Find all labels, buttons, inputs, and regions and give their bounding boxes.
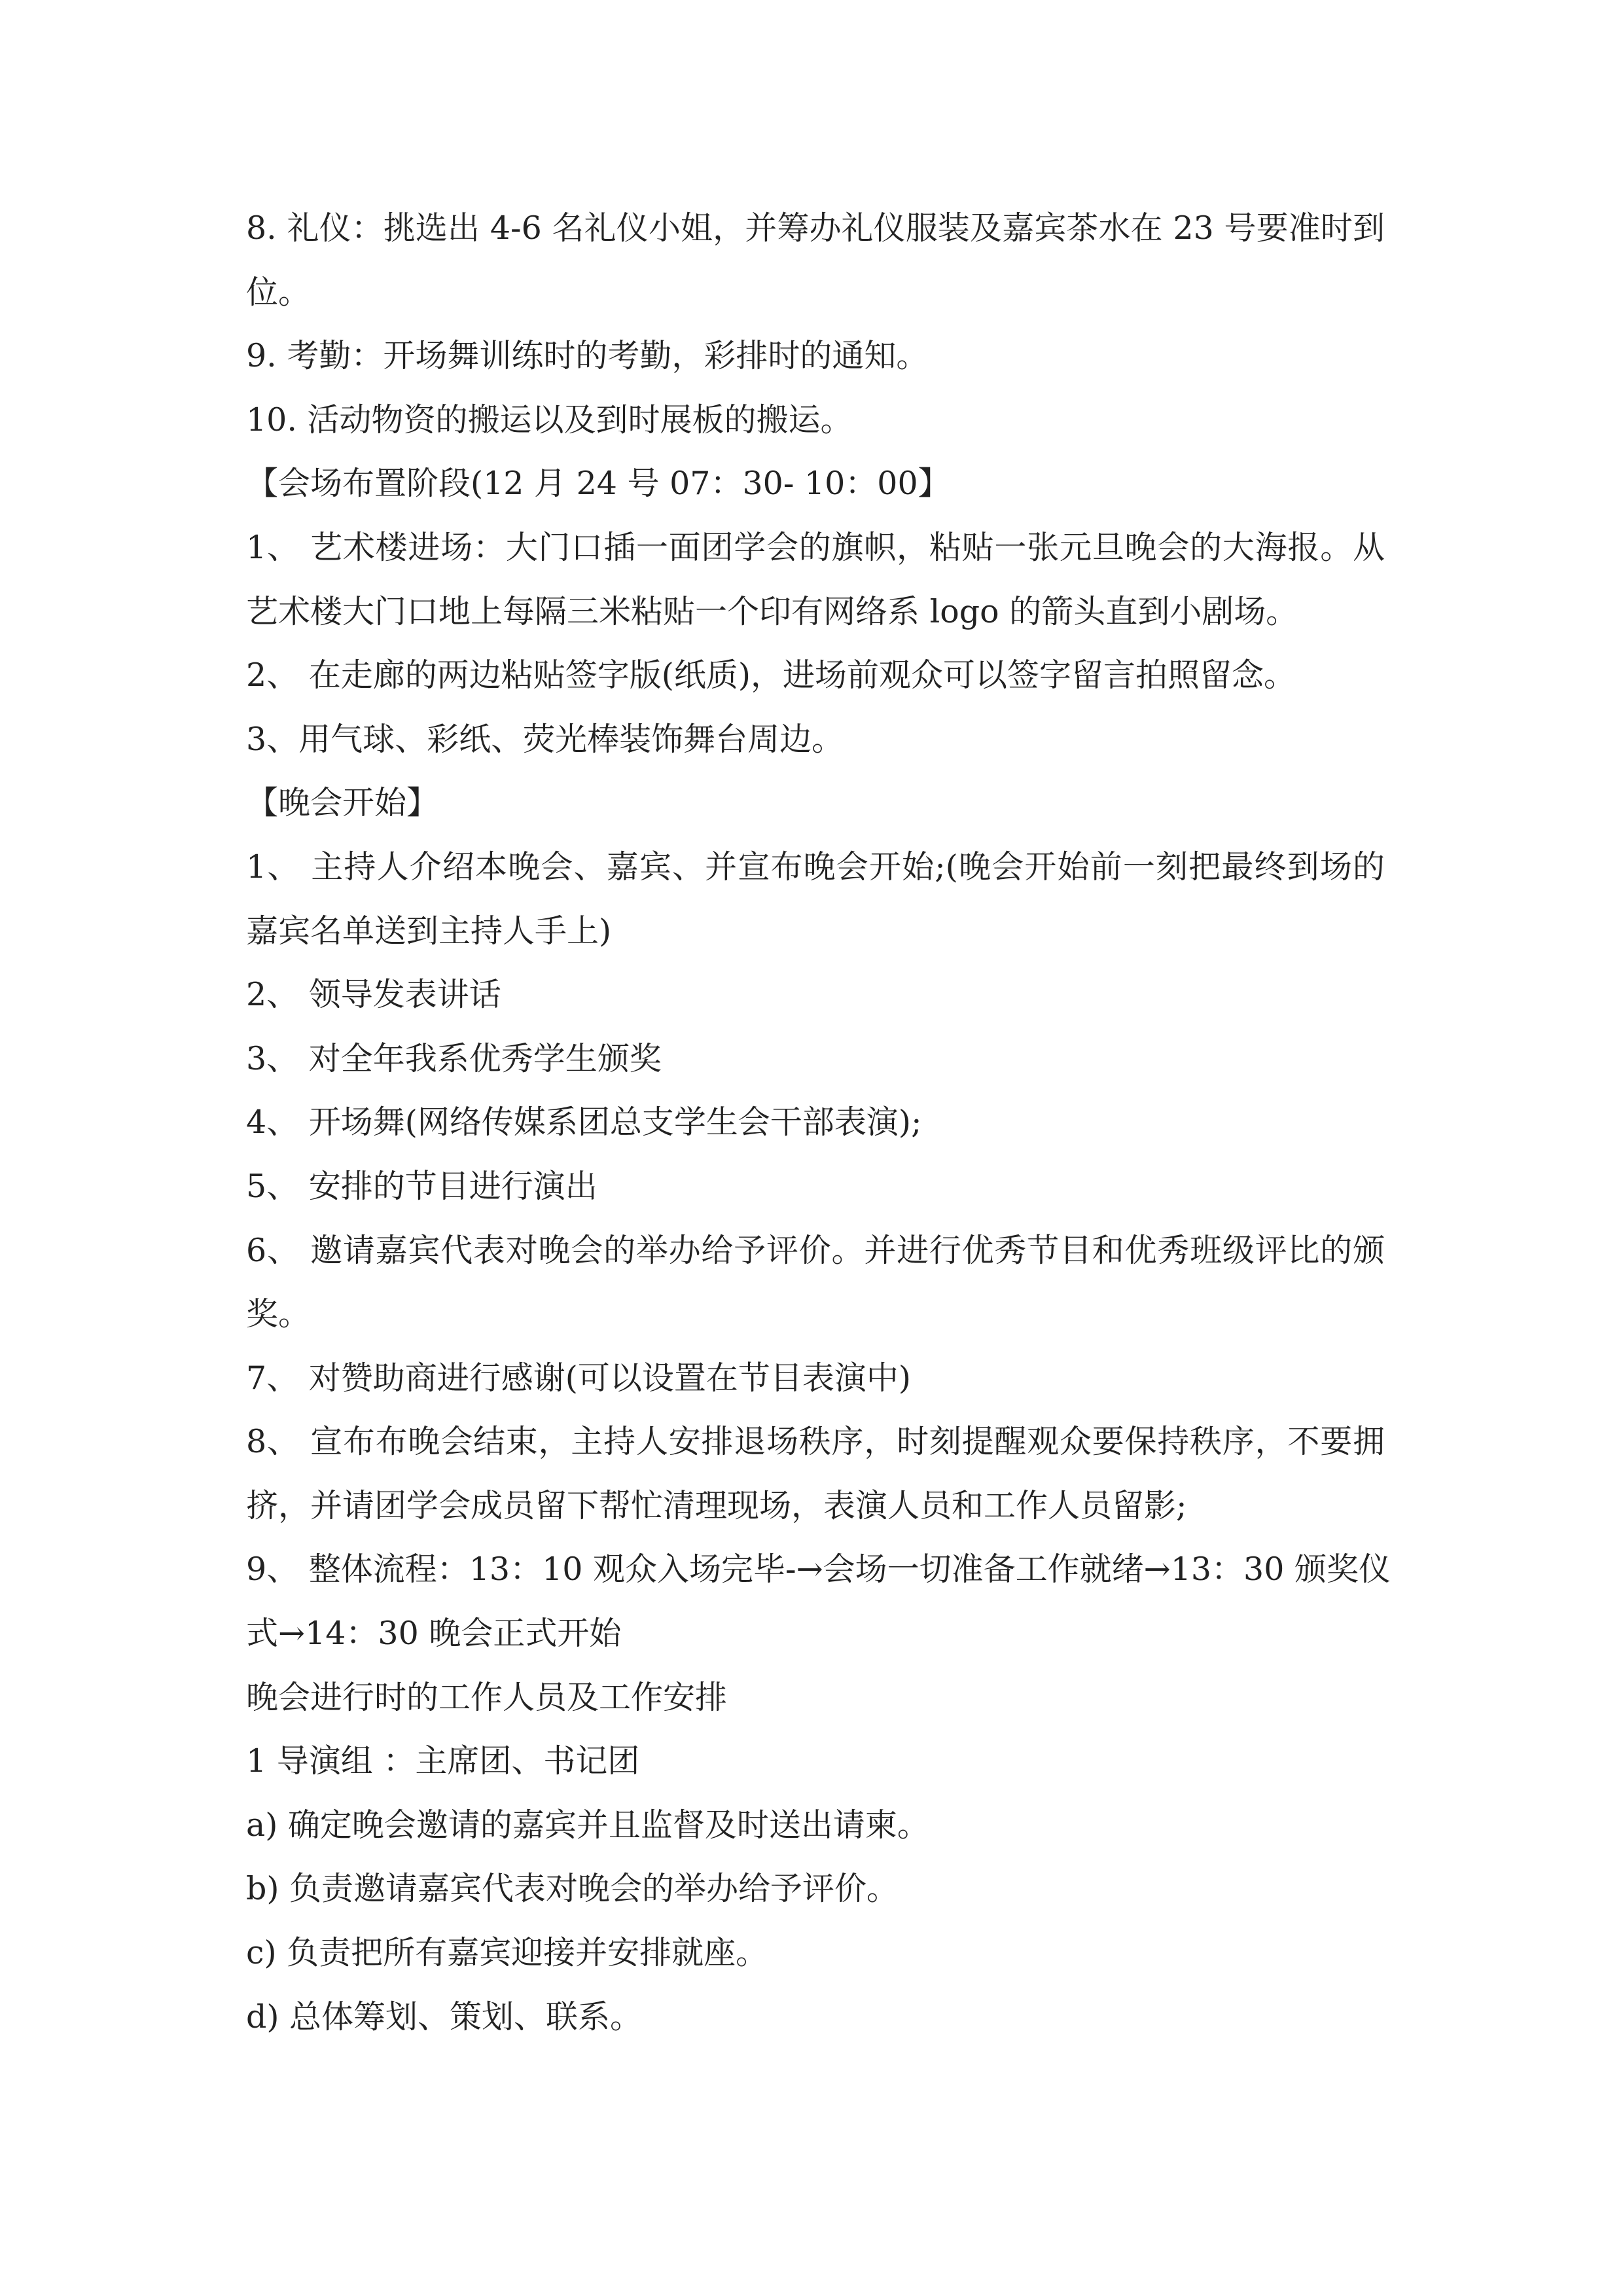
- text-line: 9、 整体流程：13：10 观众入场完毕-→会场一切准备工作就绪→13：30 颁奖仪: [246, 1551, 1391, 1588]
- text-line: 7、 对赞助商进行感谢(可以设置在节目表演中): [246, 1359, 911, 1397]
- text-line: 9. 考勤：开场舞训练时的考勤，彩排时的通知。: [246, 337, 929, 375]
- text-line: 嘉宾名单送到主持人手上): [246, 912, 612, 950]
- list-item: d) 总体筹划、策划、联系。: [246, 1998, 643, 2036]
- text-line: 8. 礼仪：挑选出 4-6 名礼仪小姐，并筹办礼仪服装及嘉宾茶水在 23 号要准时到: [246, 209, 1385, 247]
- text-line: 奖。: [246, 1295, 311, 1333]
- document-body: [246, 196, 1391, 2049]
- section-heading: 【会场布置阶段(12 月 24 号 07：30- 10：00】: [246, 465, 950, 503]
- text-line: 10. 活动物资的搬运以及到时展板的搬运。: [246, 401, 853, 439]
- text-line: 1、 艺术楼进场：大门口插一面团学会的旗帜，粘贴一张元旦晚会的大海报。从: [246, 528, 1385, 566]
- text-line: 挤，并请团学会成员留下帮忙清理现场，表演人员和工作人员留影;: [246, 1486, 1187, 1524]
- text-line: 5、 安排的节目进行演出: [246, 1167, 597, 1205]
- text-line: 6、 邀请嘉宾代表对晚会的举办给予评价。并进行优秀节目和优秀班级评比的颁: [246, 1231, 1385, 1269]
- text-line: 8、 宣布布晚会结束，主持人安排退场秩序，时刻提醒观众要保持秩序，不要拥: [246, 1423, 1385, 1461]
- text-line: 1 导演组 ：主席团、书记团: [246, 1742, 640, 1780]
- list-item: a) 确定晚会邀请的嘉宾并且监督及时送出请柬。: [246, 1806, 929, 1844]
- text-line: 2、 在走廊的两边粘贴签字版(纸质)，进场前观众可以签字留言拍照留念。: [246, 656, 1296, 694]
- text-line: 4、 开场舞(网络传媒系团总支学生会干部表演);: [246, 1103, 922, 1141]
- list-item: b) 负责邀请嘉宾代表对晚会的举办给予评价。: [246, 1870, 899, 1908]
- section-heading: 晚会进行时的工作人员及工作安排: [246, 1678, 728, 1716]
- text-line: 1、 主持人介绍本晚会、嘉宾、并宣布晚会开始;(晚会开始前一刻把最终到场的: [246, 848, 1385, 886]
- text-line: 2、 领导发表讲话: [246, 976, 501, 1014]
- section-heading: 【晚会开始】: [246, 784, 439, 822]
- text-line: 艺术楼大门口地上每隔三米粘贴一个印有网络系 logo 的箭头直到小剧场。: [246, 592, 1298, 630]
- text-line: 位。: [246, 273, 311, 311]
- text-line: 3、用气球、彩纸、荧光棒装饰舞台周边。: [246, 720, 844, 758]
- list-item: c) 负责把所有嘉宾迎接并安排就座。: [246, 1934, 768, 1972]
- text-line: 式→14：30 晚会正式开始: [246, 1615, 622, 1653]
- text-line: 3、 对全年我系优秀学生颁奖: [246, 1039, 662, 1077]
